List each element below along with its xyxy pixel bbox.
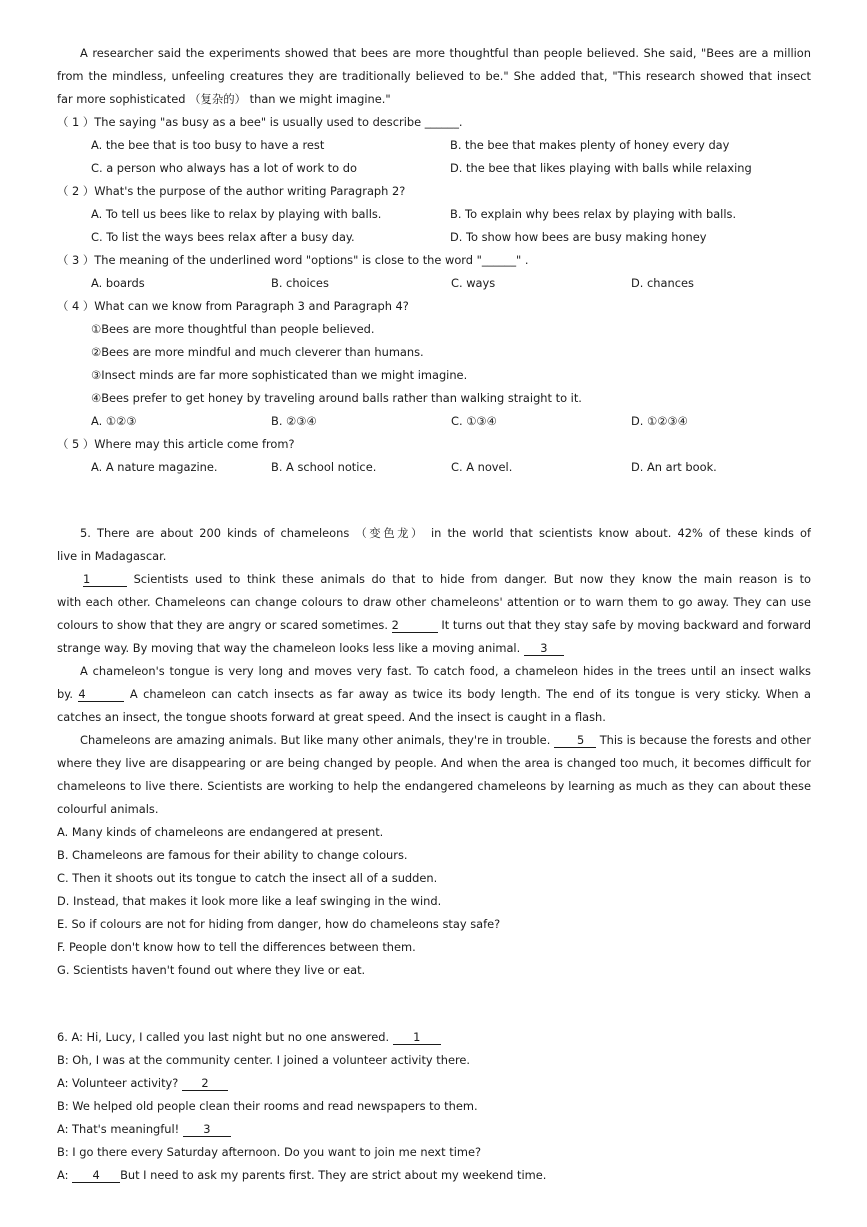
choice-g[interactable]: G. Scientists haven't found out where they live or eat.	[57, 963, 366, 977]
question-number: （ 1 ）	[57, 115, 95, 129]
option-a[interactable]: A. ①②③	[91, 414, 137, 428]
statement: ③Insect minds are far more sophisticated than we might imagine.	[91, 368, 468, 382]
option-c[interactable]: C. ways	[451, 276, 496, 290]
blank-1[interactable]: 1	[83, 572, 127, 587]
dialogue-text: A: Volunteer activity?	[57, 1076, 179, 1090]
dialogue-line	[57, 1118, 811, 1141]
chameleon-paragraph-line: colourful animals.	[57, 802, 159, 816]
dialogue-text: A: That's meaningful!	[57, 1122, 180, 1136]
dialogue-blank-2[interactable]: 2	[182, 1076, 228, 1091]
dialogue-blank-1[interactable]: 1	[393, 1030, 441, 1045]
option-d[interactable]: D. To show how bees are busy making honey	[450, 230, 707, 244]
chameleon-text: It turns out that they stay safe by moving backward and forward	[441, 618, 811, 632]
statement: ④Bees prefer to get honey by traveling around balls rather than walking straight to it.	[91, 391, 582, 405]
chameleon-paragraph-line: with each other. Chameleons can change colours to draw other chameleons' attention or to warn them to go away. They can use	[57, 595, 811, 609]
question-2	[57, 180, 811, 203]
chameleon-paragraph-line	[57, 683, 811, 706]
choice-c[interactable]: C. Then it shoots out its tongue to catch the insect all of a sudden.	[57, 871, 438, 885]
choice-f[interactable]: F. People don't know how to tell the differences between them.	[57, 940, 416, 954]
dialogue-line: B: I go there every Saturday afternoon. Do you want to join me next time?	[57, 1145, 482, 1159]
section-gap	[57, 479, 811, 522]
bees-paragraph-line: far more sophisticated （复杂的） than we might imagine."	[57, 92, 391, 106]
dialogue-line	[57, 1026, 811, 1049]
chameleon-paragraph-line: live in Madagascar.	[57, 549, 167, 563]
question-text: What can we know from Paragraph 3 and Paragraph 4?	[94, 299, 409, 313]
option-d[interactable]: D. An art book.	[631, 460, 717, 474]
question-text: The meaning of the underlined word "options" is close to the word "______" .	[94, 253, 529, 267]
dialogue-text: But I need to ask my parents first. They are strict about my weekend time.	[120, 1168, 547, 1182]
section-gap	[57, 982, 811, 1026]
question-1	[57, 111, 811, 134]
chameleon-paragraph-line: chameleons to live there. Scientists are working to help the endangered chameleons by learning as much as they can about these	[57, 779, 811, 793]
chameleon-paragraph-line: 5. There are about 200 kinds of chameleons （变色龙） in the world that scientists know about. 42% of these kinds of	[80, 526, 811, 540]
bees-paragraph-line: from the mindless, unfeeling creatures they are traditionally believed to be." She added that, "This research showed that insect	[57, 69, 811, 83]
option-b[interactable]: B. To explain why bees relax by playing with balls.	[450, 207, 737, 221]
option-d[interactable]: D. ①②③④	[631, 414, 688, 428]
question-3-options	[57, 272, 811, 295]
dialogue-text: 6. A: Hi, Lucy, I called you last night but no one answered.	[57, 1030, 390, 1044]
question-text: The saying "as busy as a bee" is usually used to describe ______.	[94, 115, 463, 129]
option-b[interactable]: B. A school notice.	[271, 460, 377, 474]
option-d[interactable]: D. chances	[631, 276, 694, 290]
dialogue-line	[57, 1072, 811, 1095]
statement: ①Bees are more thoughtful than people believed.	[91, 322, 375, 336]
chameleon-text: A chameleon can catch insects as far away as twice its body length. The end of its tongue is very sticky. When a	[129, 687, 811, 701]
chameleon-paragraph-line	[57, 637, 811, 660]
blank-3[interactable]: 3	[524, 641, 564, 656]
option-c[interactable]: C. A novel.	[451, 460, 513, 474]
question-1-options	[57, 134, 811, 157]
chameleon-text: colours to show that they are angry or scared sometimes.	[57, 618, 388, 632]
document-page	[57, 42, 811, 1187]
chameleon-text: Chameleons are amazing animals. But like many other animals, they're in trouble.	[80, 733, 551, 747]
chameleon-paragraph-line	[57, 729, 811, 752]
bees-paragraph-line: A researcher said the experiments showed that bees are more thoughtful than people believed. She said, "Bees are a million	[80, 46, 811, 60]
question-2-options	[57, 203, 811, 226]
question-number: （ 3 ）	[57, 253, 95, 267]
option-a[interactable]: A. To tell us bees like to relax by playing with balls.	[91, 207, 382, 221]
option-b[interactable]: B. the bee that makes plenty of honey every day	[450, 138, 730, 152]
choice-a[interactable]: A. Many kinds of chameleons are endangered at present.	[57, 825, 384, 839]
chameleon-paragraph-line	[57, 568, 811, 591]
blank-5[interactable]: 5	[554, 733, 596, 748]
question-2-options	[57, 226, 811, 249]
chameleon-text: strange way. By moving that way the chameleon looks less like a moving animal.	[57, 641, 521, 655]
chameleon-text: by.	[57, 687, 73, 701]
option-c[interactable]: C. a person who always has a lot of work to do	[91, 161, 357, 175]
question-5	[57, 433, 811, 456]
dialogue-text: A:	[57, 1168, 69, 1182]
question-1-options	[57, 157, 811, 180]
question-4	[57, 295, 811, 318]
choice-e[interactable]: E. So if colours are not for hiding from danger, how do chameleons stay safe?	[57, 917, 501, 931]
choice-d[interactable]: D. Instead, that makes it look more like a leaf swinging in the wind.	[57, 894, 442, 908]
option-a[interactable]: A. A nature magazine.	[91, 460, 218, 474]
question-4-options	[57, 410, 811, 433]
blank-2[interactable]: 2	[392, 618, 438, 633]
question-number: （ 4 ）	[57, 299, 95, 313]
blank-4[interactable]: 4	[78, 687, 124, 702]
chameleon-paragraph-line: catches an insect, the tongue shoots forward at great speed. And the insect is caught in a flash.	[57, 710, 606, 724]
option-c[interactable]: C. ①③④	[451, 414, 497, 428]
question-3	[57, 249, 811, 272]
chameleon-paragraph-line: where they live are disappearing or are being changed by people. And when the area is changed too much, it becomes difficult for	[57, 756, 811, 770]
option-a[interactable]: A. boards	[91, 276, 145, 290]
option-b[interactable]: B. choices	[271, 276, 329, 290]
dialogue-line: B: We helped old people clean their rooms and read newspapers to them.	[57, 1099, 478, 1113]
chameleon-text: This is because the forests and other	[599, 733, 811, 747]
option-c[interactable]: C. To list the ways bees relax after a busy day.	[91, 230, 355, 244]
question-number: （ 5 ）	[57, 437, 95, 451]
chameleon-text: Scientists used to think these animals do that to hide from danger. But now they know the main reason is to	[133, 572, 811, 586]
statement: ②Bees are more mindful and much cleverer than humans.	[91, 345, 424, 359]
choice-b[interactable]: B. Chameleons are famous for their ability to change colours.	[57, 848, 408, 862]
question-number: （ 2 ）	[57, 184, 95, 198]
question-text: What's the purpose of the author writing Paragraph 2?	[94, 184, 406, 198]
chameleon-paragraph-line: A chameleon's tongue is very long and moves very fast. To catch food, a chameleon hides in the trees until an insect walks	[80, 664, 811, 678]
chameleon-paragraph-line	[57, 614, 811, 637]
question-5-options	[57, 456, 811, 479]
dialogue-line: B: Oh, I was at the community center. I joined a volunteer activity there.	[57, 1053, 471, 1067]
question-text: Where may this article come from?	[94, 437, 295, 451]
dialogue-line	[57, 1164, 811, 1187]
option-d[interactable]: D. the bee that likes playing with balls while relaxing	[450, 161, 752, 175]
dialogue-blank-3[interactable]: 3	[183, 1122, 231, 1137]
dialogue-blank-4[interactable]: 4	[72, 1168, 120, 1183]
option-a[interactable]: A. the bee that is too busy to have a rest	[91, 138, 325, 152]
option-b[interactable]: B. ②③④	[271, 414, 317, 428]
